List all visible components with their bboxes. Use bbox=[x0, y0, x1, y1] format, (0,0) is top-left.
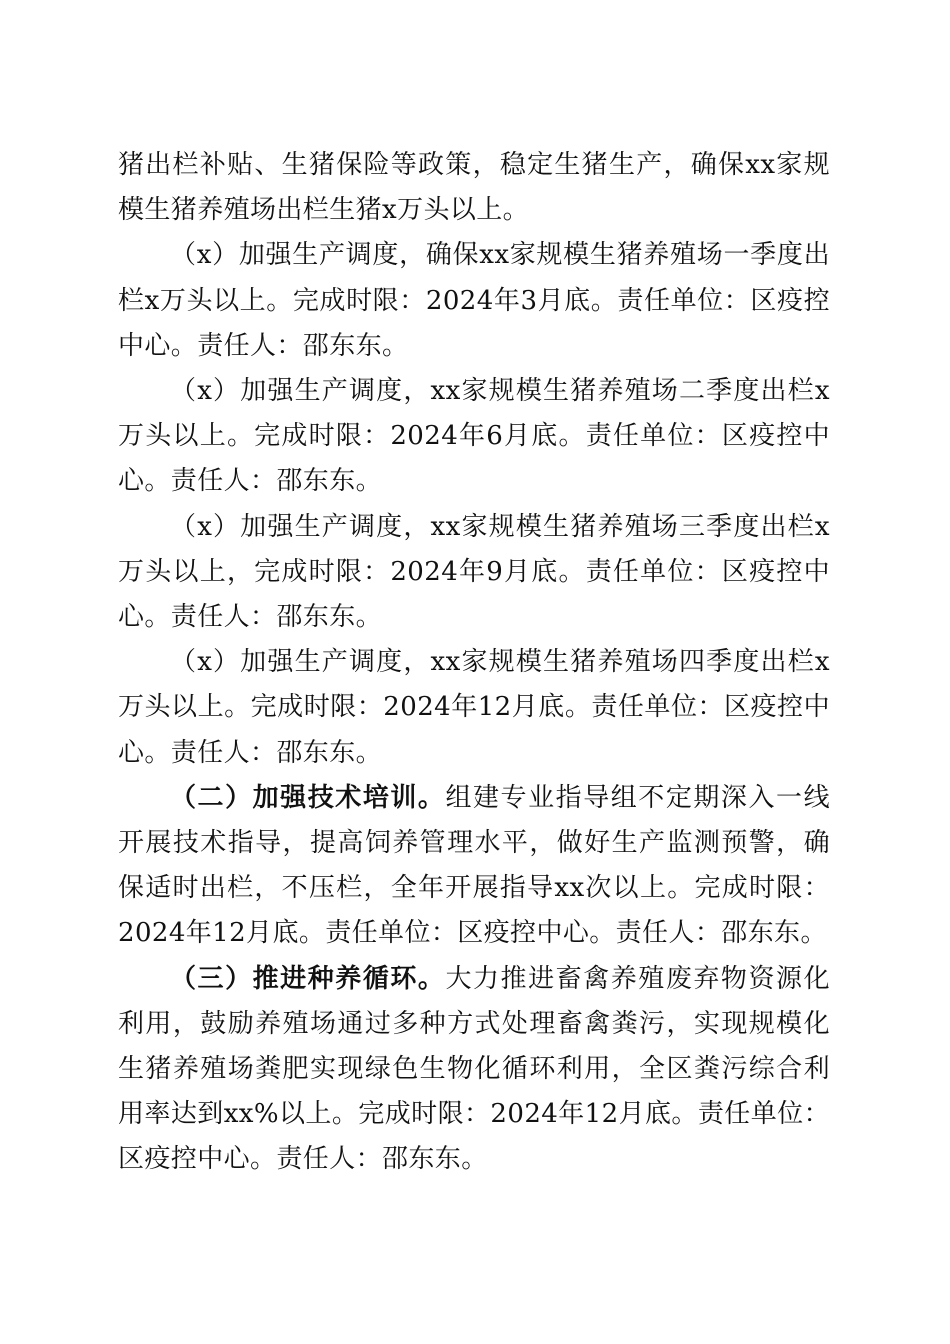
paragraph-text: （x）加强生产调度，xx家规模生猪养殖场三季度出栏x万头以上，完成时限：2024年9月底。责任单位：区疫控中心。责任人：邵东东。 bbox=[118, 511, 830, 633]
paragraph-q3-dispatch bbox=[118, 505, 830, 641]
section-heading: （三）推进种养循环。 bbox=[170, 963, 446, 994]
paragraph-text: 大力推进畜禽养殖废弃物资源化利用，鼓励养殖场通过多种方式处理畜禽粪污，实现规模化生猪养殖场粪肥实现绿色生物化循环利用，全区粪污综合利用率达到xx%以上。完成时限：2024年12月底。责任单位：区疫控中心。责任人：邵东东。 bbox=[118, 963, 830, 1175]
section-heading: （二）加强技术培训。 bbox=[170, 782, 446, 813]
paragraph-q4-dispatch bbox=[118, 640, 830, 776]
paragraph-q2-dispatch bbox=[118, 369, 830, 505]
document-page bbox=[118, 143, 830, 1183]
paragraph-text: （x）加强生产调度，确保xx家规模生猪养殖场一季度出栏x万头以上。完成时限：2024年3月底。责任单位：区疫控中心。责任人：邵东东。 bbox=[118, 240, 830, 361]
paragraph-text: 组建专业指导组不定期深入一线开展技术指导，提高饲养管理水平，做好生产监测预警，确保适时出栏，不压栏，全年开展指导xx次以上。完成时限：2024年12月底。责任单位：区疫控中心。责任人：邵东东。 bbox=[118, 782, 830, 949]
paragraph-planting-breeding-cycle bbox=[118, 957, 830, 1183]
paragraph-text: 猪出栏补贴、生猪保险等政策，稳定生猪生产，确保xx家规模生猪养殖场出栏生猪x万头以上。 bbox=[118, 150, 830, 226]
paragraph-q1-dispatch bbox=[118, 233, 830, 369]
paragraph-text: （x）加强生产调度，xx家规模生猪养殖场四季度出栏x万头以上。完成时限：2024年12月底。责任单位：区疫控中心。责任人：邵东东。 bbox=[118, 647, 830, 768]
paragraph-technical-training bbox=[118, 776, 830, 957]
paragraph-pig-policy bbox=[118, 143, 830, 233]
paragraph-text: （x）加强生产调度，xx家规模生猪养殖场二季度出栏x万头以上。完成时限：2024年6月底。责任单位：区疫控中心。责任人：邵东东。 bbox=[118, 376, 830, 497]
